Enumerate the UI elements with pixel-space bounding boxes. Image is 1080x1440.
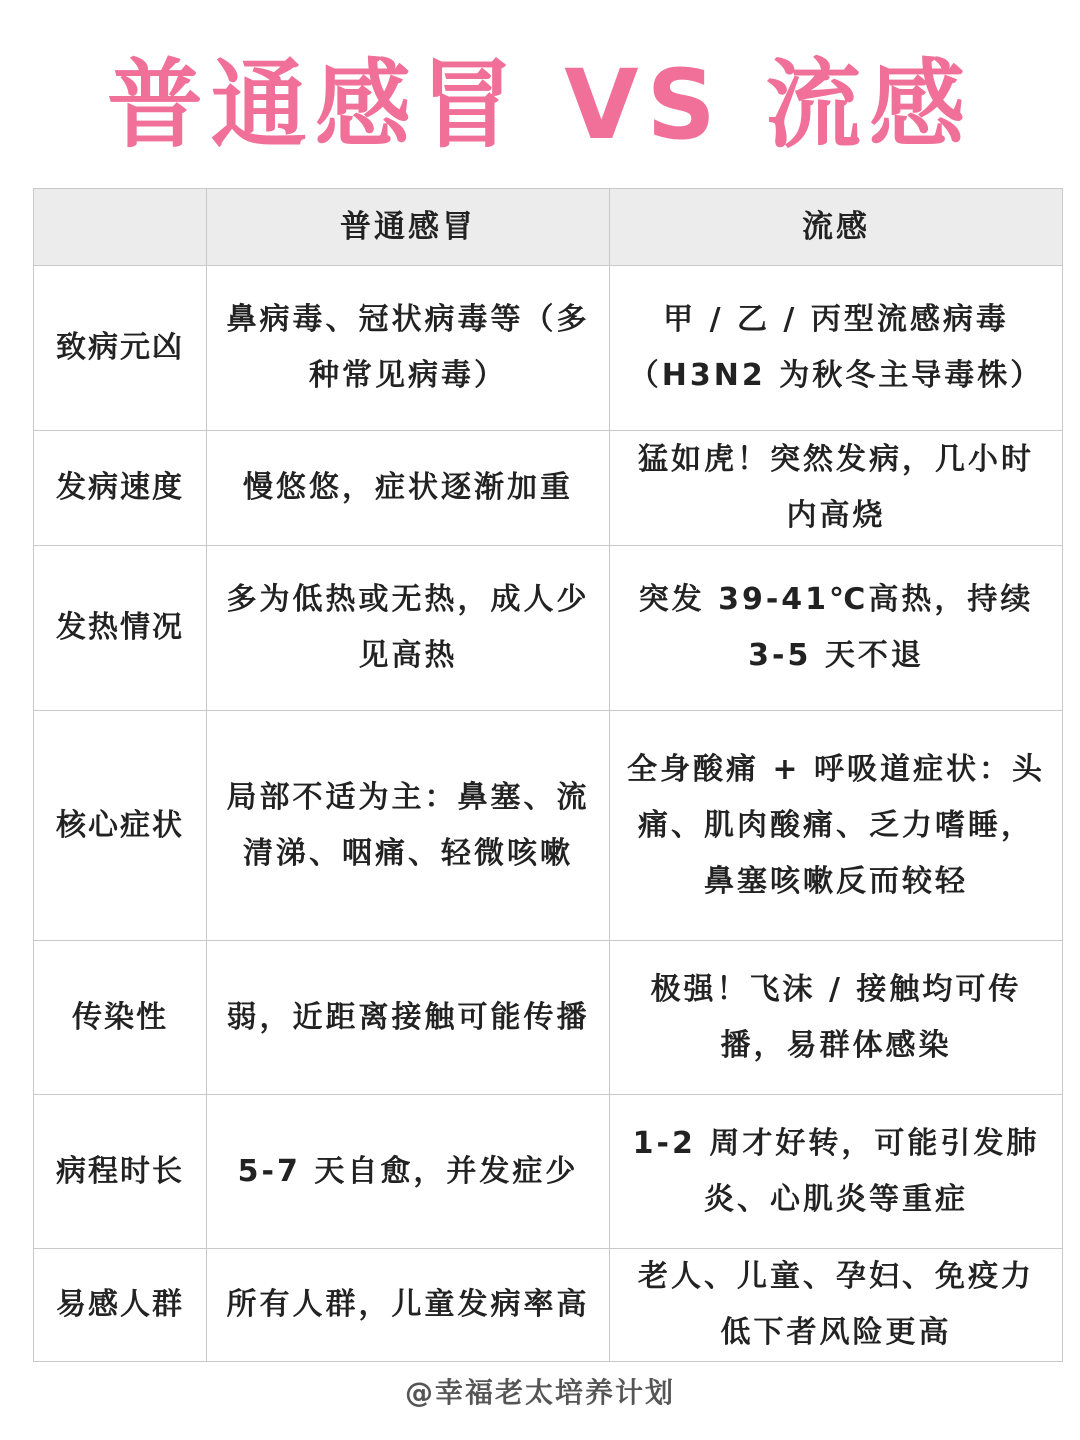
table-row	[34, 1249, 1063, 1362]
flu-cell: 极强！飞沫 / 接触均可传播，易群体感染	[610, 941, 1063, 1095]
row-label: 病程时长	[34, 1095, 207, 1249]
table-row	[34, 266, 1063, 431]
comparison-table	[33, 188, 1063, 1362]
table-row	[34, 431, 1063, 546]
row-label: 发病速度	[34, 431, 207, 546]
table-row	[34, 711, 1063, 941]
flu-cell: 1-2 周才好转，可能引发肺炎、心肌炎等重症	[610, 1095, 1063, 1249]
row-label: 传染性	[34, 941, 207, 1095]
flu-cell: 猛如虎！突然发病，几小时内高烧	[610, 431, 1063, 546]
table-row	[34, 1095, 1063, 1249]
cold-cell: 局部不适为主：鼻塞、流清涕、咽痛、轻微咳嗽	[207, 711, 610, 941]
author-credit: @幸福老太培养计划	[404, 1376, 675, 1409]
cold-cell: 鼻病毒、冠状病毒等（多种常见病毒）	[207, 266, 610, 431]
header-corner	[34, 189, 207, 266]
table-row	[34, 546, 1063, 711]
header-flu: 流感	[610, 189, 1063, 266]
header-common-cold: 普通感冒	[207, 189, 610, 266]
flu-cell: 甲 / 乙 / 丙型流感病毒（H3N2 为秋冬主导毒株）	[610, 266, 1063, 431]
row-label: 发热情况	[34, 546, 207, 711]
row-label: 易感人群	[34, 1249, 207, 1362]
cold-cell: 所有人群，儿童发病率高	[207, 1249, 610, 1362]
table-row	[34, 941, 1063, 1095]
row-label: 核心症状	[34, 711, 207, 941]
cold-cell: 5-7 天自愈，并发症少	[207, 1095, 610, 1249]
cold-cell: 慢悠悠，症状逐渐加重	[207, 431, 610, 546]
flu-cell: 突发 39-41℃高热，持续 3-5 天不退	[610, 546, 1063, 711]
cold-cell: 多为低热或无热，成人少见高热	[207, 546, 610, 711]
flu-cell: 全身酸痛 + 呼吸道症状：头痛、肌肉酸痛、乏力嗜睡，鼻塞咳嗽反而较轻	[610, 711, 1063, 941]
page-title: 普通感冒 VS 流感	[106, 49, 974, 161]
cold-cell: 弱，近距离接触可能传播	[207, 941, 610, 1095]
row-label: 致病元凶	[34, 266, 207, 431]
flu-cell: 老人、儿童、孕妇、免疫力低下者风险更高	[610, 1249, 1063, 1362]
table-header-row	[34, 189, 1063, 266]
